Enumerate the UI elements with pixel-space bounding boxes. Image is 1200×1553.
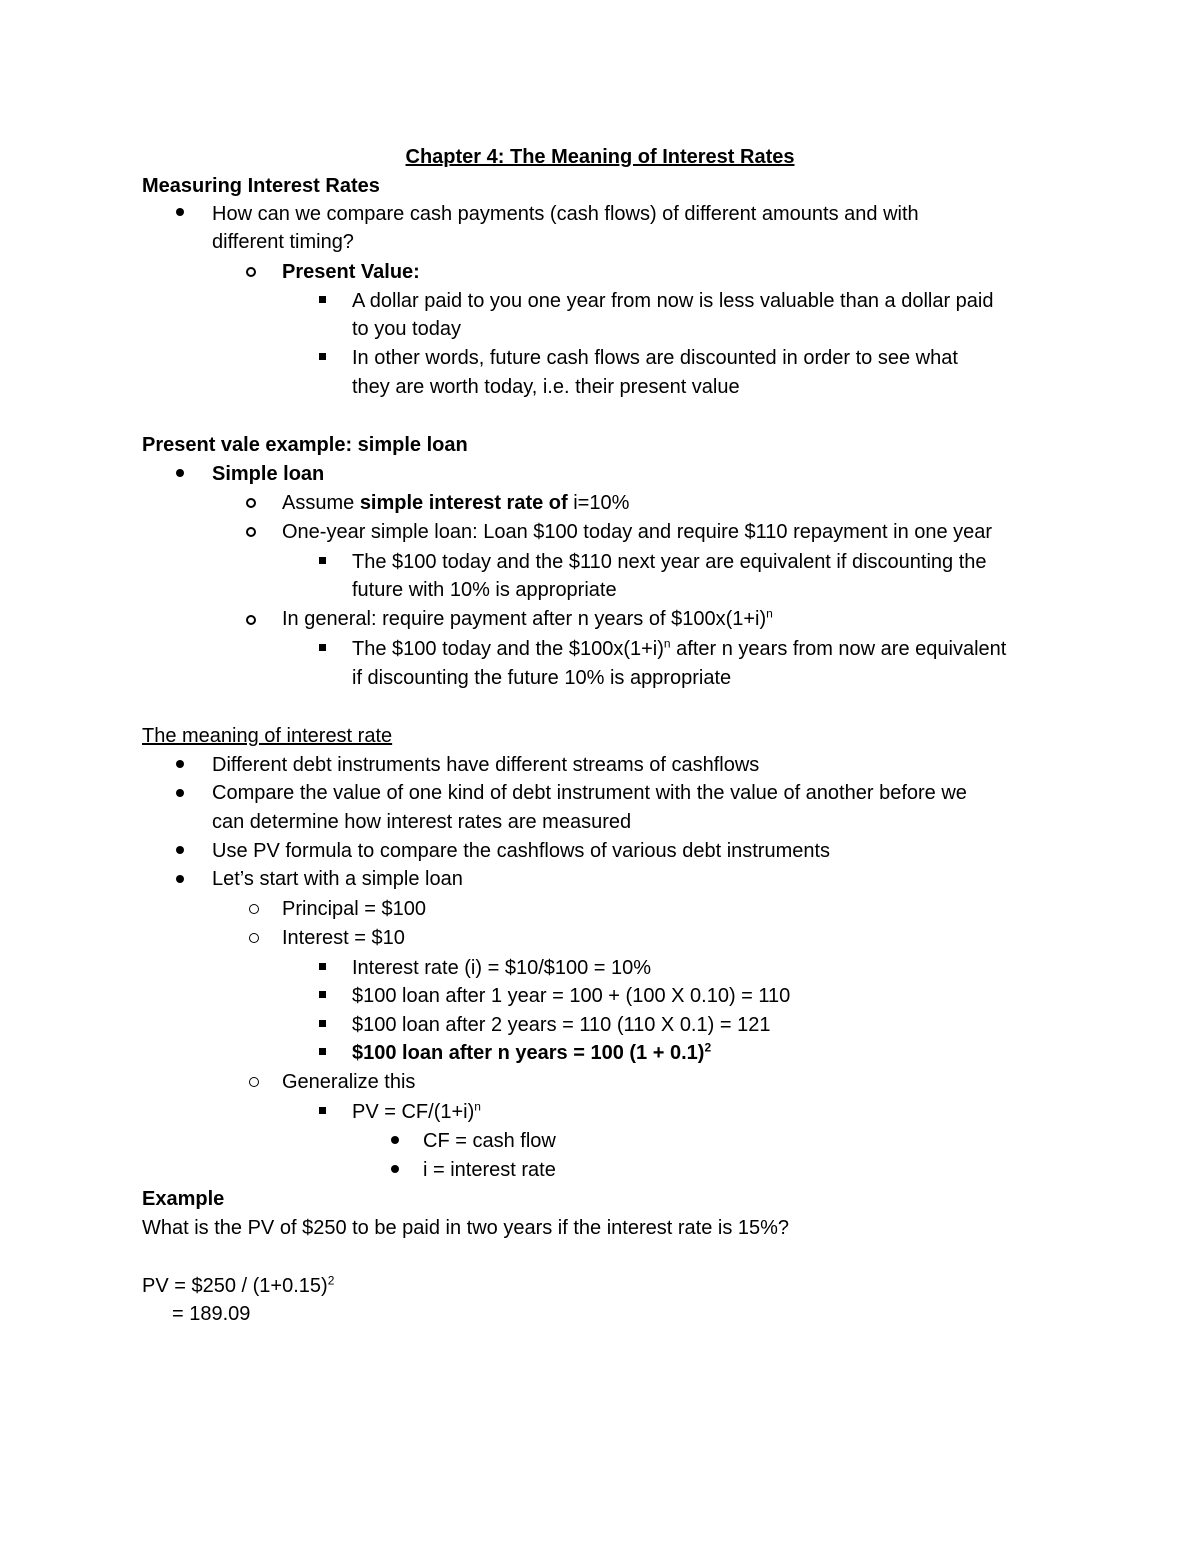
pv-formula-superscript: n bbox=[474, 1099, 481, 1114]
bullet-circle bbox=[249, 933, 259, 943]
bullet-square bbox=[319, 1020, 326, 1027]
list-item: One-year simple loan: Loan $100 today and require $110 repayment in one year bbox=[282, 521, 993, 543]
section-heading-example-2: Example bbox=[142, 1188, 225, 1210]
list-item bbox=[352, 635, 1006, 664]
bullet-square bbox=[319, 296, 326, 303]
list-item: How can we compare cash payments (cash flows) of different amounts and with bbox=[212, 203, 919, 225]
bullet-dot bbox=[176, 875, 184, 883]
bullet-square bbox=[319, 963, 326, 970]
list-item: Compare the value of one kind of debt instrument with the value of another before we bbox=[212, 782, 967, 804]
equiv2-superscript: n bbox=[663, 636, 671, 651]
list-item: CF = cash flow bbox=[423, 1130, 556, 1152]
present-value-label: Present Value: bbox=[282, 261, 420, 283]
list-item: Interest rate (i) = $10/$100 = 10% bbox=[352, 957, 652, 979]
bullet-square bbox=[319, 644, 326, 651]
list-item: Generalize this bbox=[282, 1071, 416, 1093]
bullet-dot bbox=[176, 789, 184, 797]
bullet-circle bbox=[249, 904, 259, 914]
list-item: Use PV formula to compare the cashflows of various debt instruments bbox=[212, 840, 831, 862]
list-item: Let’s start with a simple loan bbox=[212, 868, 463, 890]
bullet-circle bbox=[246, 267, 256, 277]
bullet-dot bbox=[176, 846, 184, 854]
section-heading-example: Present vale example: simple loan bbox=[142, 434, 468, 456]
list-item-cont: future with 10% is appropriate bbox=[352, 579, 617, 601]
list-item bbox=[282, 605, 773, 634]
answer-formula-superscript: 2 bbox=[327, 1273, 335, 1288]
equiv2-text-end: after n years from now are equivalent bbox=[670, 638, 1007, 660]
bullet-circle bbox=[246, 615, 256, 625]
aftern-text: $100 loan after n years = 100 (1 + 0.1) bbox=[352, 1042, 705, 1064]
example-answer-line2: = 189.09 bbox=[172, 1303, 251, 1325]
list-item: $100 loan after 2 years = 110 (110 X 0.1) = 121 bbox=[352, 1014, 771, 1036]
list-item: Interest = $10 bbox=[282, 927, 405, 949]
bullet-square bbox=[319, 1107, 326, 1114]
bullet-square bbox=[319, 353, 326, 360]
list-item: i = interest rate bbox=[423, 1159, 556, 1181]
assume-bold-text: simple interest rate of bbox=[359, 492, 568, 514]
assume-rate: i=10% bbox=[567, 492, 630, 514]
equiv2-text: The $100 today and the $100x(1+i) bbox=[352, 638, 664, 660]
bullet-dot bbox=[391, 1165, 399, 1173]
bullet-circle bbox=[246, 527, 256, 537]
example-answer-line1 bbox=[142, 1272, 334, 1301]
aftern-superscript: 2 bbox=[704, 1040, 712, 1055]
list-item-cont: they are worth today, i.e. their present value bbox=[352, 376, 740, 398]
page-title: Chapter 4: The Meaning of Interest Rates bbox=[405, 146, 795, 168]
simple-loan-label: Simple loan bbox=[212, 463, 325, 485]
answer-formula-text: PV = $250 / (1+0.15) bbox=[142, 1275, 328, 1297]
list-item-cont: if discounting the future 10% is appropriate bbox=[352, 667, 732, 689]
list-item-cont: can determine how interest rates are measured bbox=[212, 811, 632, 833]
list-item: In other words, future cash flows are discounted in order to see what bbox=[352, 347, 958, 369]
list-item-cont: different timing? bbox=[212, 231, 354, 253]
pv-formula-text: PV = CF/(1+i) bbox=[352, 1101, 475, 1123]
bullet-circle bbox=[249, 1077, 259, 1087]
bullet-square bbox=[319, 1048, 326, 1055]
list-item: Principal = $100 bbox=[282, 898, 426, 920]
list-item: $100 loan after 1 year = 100 + (100 X 0.10) = 110 bbox=[352, 985, 791, 1007]
bullet-dot bbox=[176, 760, 184, 768]
list-item-cont: to you today bbox=[352, 318, 461, 340]
assume-text: Assume bbox=[282, 492, 360, 514]
bullet-dot bbox=[176, 469, 184, 477]
bullet-dot bbox=[391, 1136, 399, 1144]
section-heading-measuring: Measuring Interest Rates bbox=[142, 175, 380, 197]
list-item: The $100 today and the $110 next year are equivalent if discounting the bbox=[352, 551, 987, 573]
list-item bbox=[352, 1098, 481, 1127]
general-superscript: n bbox=[766, 606, 773, 621]
general-text: In general: require payment after n years of $100x(1+i) bbox=[282, 608, 767, 630]
bullet-dot bbox=[176, 208, 184, 216]
bullet-square bbox=[319, 557, 326, 564]
list-item: A dollar paid to you one year from now is less valuable than a dollar paid bbox=[352, 290, 994, 312]
section-heading-meaning: The meaning of interest rate bbox=[142, 725, 393, 747]
list-item bbox=[282, 489, 629, 518]
bullet-square bbox=[319, 991, 326, 998]
bullet-circle bbox=[246, 498, 256, 508]
list-item: Different debt instruments have different streams of cashflows bbox=[212, 754, 760, 776]
list-item bbox=[352, 1039, 711, 1068]
example-question: What is the PV of $250 to be paid in two years if the interest rate is 15%? bbox=[142, 1217, 790, 1239]
